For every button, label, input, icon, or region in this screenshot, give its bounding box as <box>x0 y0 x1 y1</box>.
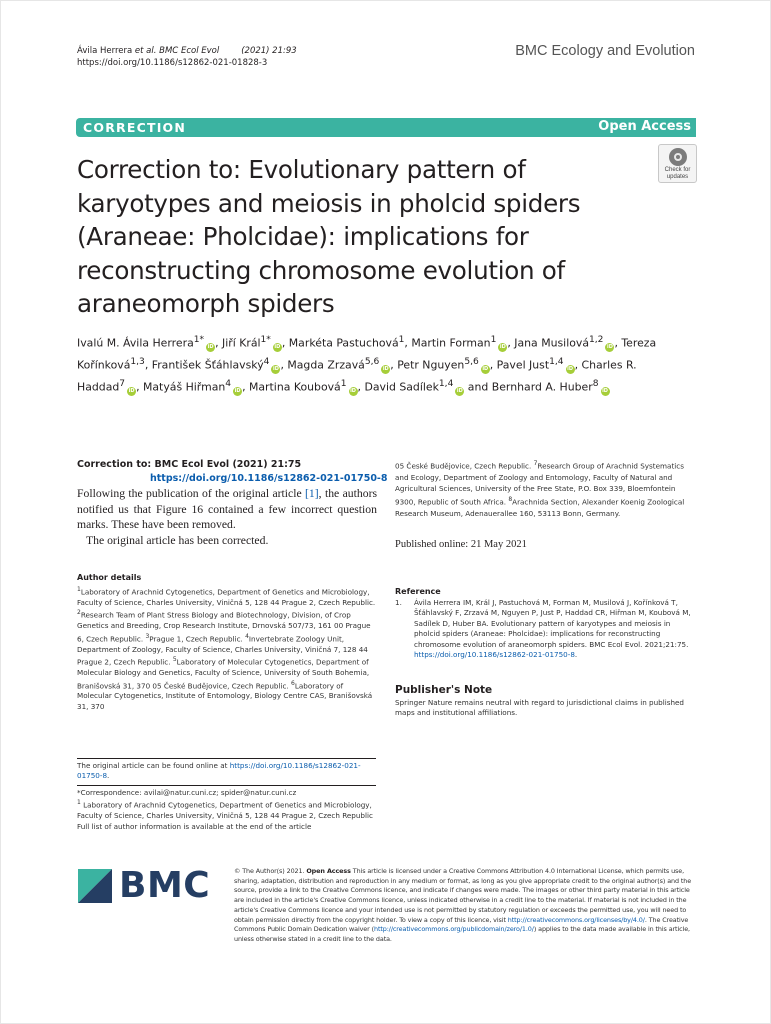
bmc-logo-text: BMC <box>119 865 211 906</box>
bmc-logo-mark-icon <box>78 869 112 903</box>
orcid-icon[interactable]: iD <box>207 343 214 350</box>
orcid-icon[interactable]: iD <box>499 343 506 350</box>
author-details-heading: Author details <box>77 573 142 582</box>
orcid-icon[interactable]: iD <box>482 365 489 372</box>
article-title: Correction to: Evolutionary pattern of karyotypes and meiosis in pholcid spiders (Araneae: Pholcidae): implications for reconstructing chromosome evolution of araneomorph spiders <box>77 155 581 318</box>
publisher-note-text: Springer Nature remains neutral with regard to jurisdictional claims in published maps and institutional affiliations. <box>395 698 684 718</box>
published-online-date: Published online: 21 May 2021 <box>395 539 527 550</box>
orcid-icon[interactable]: iD <box>567 365 573 372</box>
body-paragraph: The original article has been corrected. <box>86 533 269 547</box>
article-type-label: CORRECTION <box>83 120 187 135</box>
citation-year: (2021) 21:93 <box>241 46 297 56</box>
reference-doi-link[interactable]: https://doi.org/10.1186/s12862-021-01750-8 <box>414 650 575 660</box>
orcid-icon[interactable]: iD <box>274 343 281 350</box>
author-details-text: $^1$Laboratory of Arachnid Cytogenetics, Department of Genetics and Microbiology, Faculty of Science, Charles University, Viničná 5, 128 44 Prague 2, Czech Republic. $^2$Research Team of Plant Stress Biology and Biotechnology, Division, of Crop Genetics and Breeding, Crop Research Institute, Drnovská 507/73, 161 00 Prague 6, Czech Republic. $^3$Prague 1, Czech Republic. $^4$Invertebrate Zoology Unit, Department of Zoology, Faculty of Science, Charles University, Viničná 7, 128 44 Prague 2, Czech Republic. $^5$Laboratory of Molecular Cytogenetics, Department of Molecular Biology and Genetics, Faculty of Science, University of South Bohemia, Branišovská 31, 370 05 České Budějovice, Czech Republic. $^6$Laboratory of Molecular Cytogenetics, Institute of Entomology, Biology Centre CAS, Branišovská 31, 370 <box>77 586 376 711</box>
header-citation <box>77 45 297 69</box>
correspondence-note: *Correspondence: avilai@natur.cuni.cz; spider@natur.cuni.cz $^1$ Laboratory of Arachnid Cytogenetics, Department of Genetics and Microbiology, Faculty of Science, Charles University, Viničná 5, 128 44 Prague 2, Czech Republic Full list of author information is available at the end of the article <box>77 788 373 831</box>
note-text: The original article can be found online at <box>77 761 230 770</box>
license-statement: © The Author(s) 2021. Open Access This article is licensed under a Creative Commons Attribution 4.0 International License, which permits use, sharing, adaptation, distribution and reproduction in any medium or format, as long as you give appropriate credit to the original author(s) and the source, provide a link to the Creative Commons licence, and indicate if changes were made. The images or other third party material in this article are included in the article's Creative Commons licence, unless indicated otherwise in a credit line to the material. If material is not included in the article's Creative Commons licence and your intended use is not permitted by statutory regulation or exceeds the permitted use, you will need to obtain permission directly from the copyright holder. To view a copy of this licence, visit http://creativecommons.org/licenses/by/4.0/. The Creative Commons Public Domain Dedication waiver (http://creativecommons.org/publicdomain/zero/1.0/) applies to the data made available in this article, unless otherwise stated in a credit line to the data. <box>234 867 692 943</box>
body-paragraph <box>77 486 377 533</box>
bmc-logo <box>78 865 218 906</box>
divider <box>77 758 376 759</box>
header-doi-link[interactable]: https://doi.org/10.1186/s12862-021-01828-3 <box>77 58 268 68</box>
article-type-banner <box>76 118 696 137</box>
orcid-icon[interactable]: iD <box>382 365 389 372</box>
paragraph-text: , the authors notified us that Figure 16 contained a few incorrect question marks. These have been removed. <box>77 487 378 532</box>
original-article-link[interactable]: https://doi.org/10.1186/s12862-021-01750-8 <box>77 761 361 781</box>
reference-number: 1. <box>395 598 402 607</box>
check-for-updates-icon <box>669 148 687 166</box>
orcid-icon[interactable]: iD <box>602 387 608 394</box>
affiliations-continued: 05 České Budějovice, Czech Republic. $^7$Research Group of Arachnid Systematics and Ecology, Department of Zoology and Entomology, Faculty of Natural and Agricultural Sciences, University of the Free State, P.O. Box 339, Bloemfontein 9300, Republic of South Africa. $^8$Arachnida Section, Alexander Koenig Zoological Research Museum, Adenauerallee 160, 53113 Bonn, Germany. <box>395 460 685 518</box>
orcid-icon[interactable]: iD <box>607 343 613 350</box>
reference-citation-link[interactable]: [1] <box>305 487 319 500</box>
check-for-updates-label: Check for updates <box>664 167 691 180</box>
correction-doi-link[interactable]: https://doi.org/10.1186/s12862-021-01750-8 <box>150 473 388 484</box>
divider <box>77 785 376 786</box>
correction-citation: Correction to: BMC Ecol Evol (2021) 21:75 <box>77 459 302 470</box>
reference-suffix: . <box>574 650 578 660</box>
orcid-icon[interactable]: iD <box>456 387 463 394</box>
license-link[interactable]: http://creativecommons.org/publicdomain/zero/1.0/ <box>374 925 534 934</box>
orcid-icon[interactable]: iD <box>350 387 356 394</box>
check-for-updates-button[interactable] <box>658 144 697 183</box>
citation-journal: et al. BMC Ecol Evol <box>134 46 220 56</box>
publisher-note-heading: Publisher's Note <box>395 684 493 696</box>
body-text <box>77 486 377 548</box>
license-link[interactable]: http://creativecommons.org/licenses/by/4.0/ <box>507 915 645 924</box>
journal-name: BMC Ecology and Evolution <box>515 43 695 59</box>
citation-author: Ávila Herrera <box>77 46 133 56</box>
orcid-icon[interactable]: iD <box>273 365 279 372</box>
author-list: Ivalú M. Ávila Herrera$^{1*}$iD , Jiří Král$^{1*}$iD , Markéta Pastuchová$^1$, Martin Forman$^1$iD , Jana Musilová$^{1,2}$iD , Tereza Kořínková$^{1,3}$, František Šťáhlavský$^4$iD , Magda Zrzavá$^{5,6}$iD , Petr Nguyen$^{5,6}$iD , Pavel Just$^{1,4}$iD , Charles R. Haddad$^7$iD , Matyáš Hiřman$^4$iD , Martina Koubová$^1$iD , David Sadílek$^{1,4}$iD and Bernhard A. Huber$^8$iD <box>77 335 657 394</box>
paragraph-text: Following the publication of the original article <box>77 487 306 500</box>
reference-entry <box>414 598 694 660</box>
original-article-note <box>77 761 377 782</box>
orcid-icon[interactable]: iD <box>234 387 241 394</box>
reference-heading: Reference <box>395 587 441 596</box>
open-access-label: Open Access <box>598 119 691 134</box>
orcid-icon[interactable]: iD <box>128 387 135 394</box>
note-suffix: . <box>107 771 110 781</box>
reference-text: Ávila Herrera IM, Král J, Pastuchová M, Forman M, Musilová J, Kořínková T, Šťáhlavský F, Zrzavá M, Nguyen P, Just P, Haddad CR, Hiřman M, Koubová M, Sadílek D, Huber BA. Evolutionary pattern of karyotypes and meiosis in pholcid spiders (Araneae: Pholcidae): implications for reconstructing chromosome evolution of araneomorph spiders. BMC Ecol Evol. 2021;21:75. <box>414 598 691 649</box>
